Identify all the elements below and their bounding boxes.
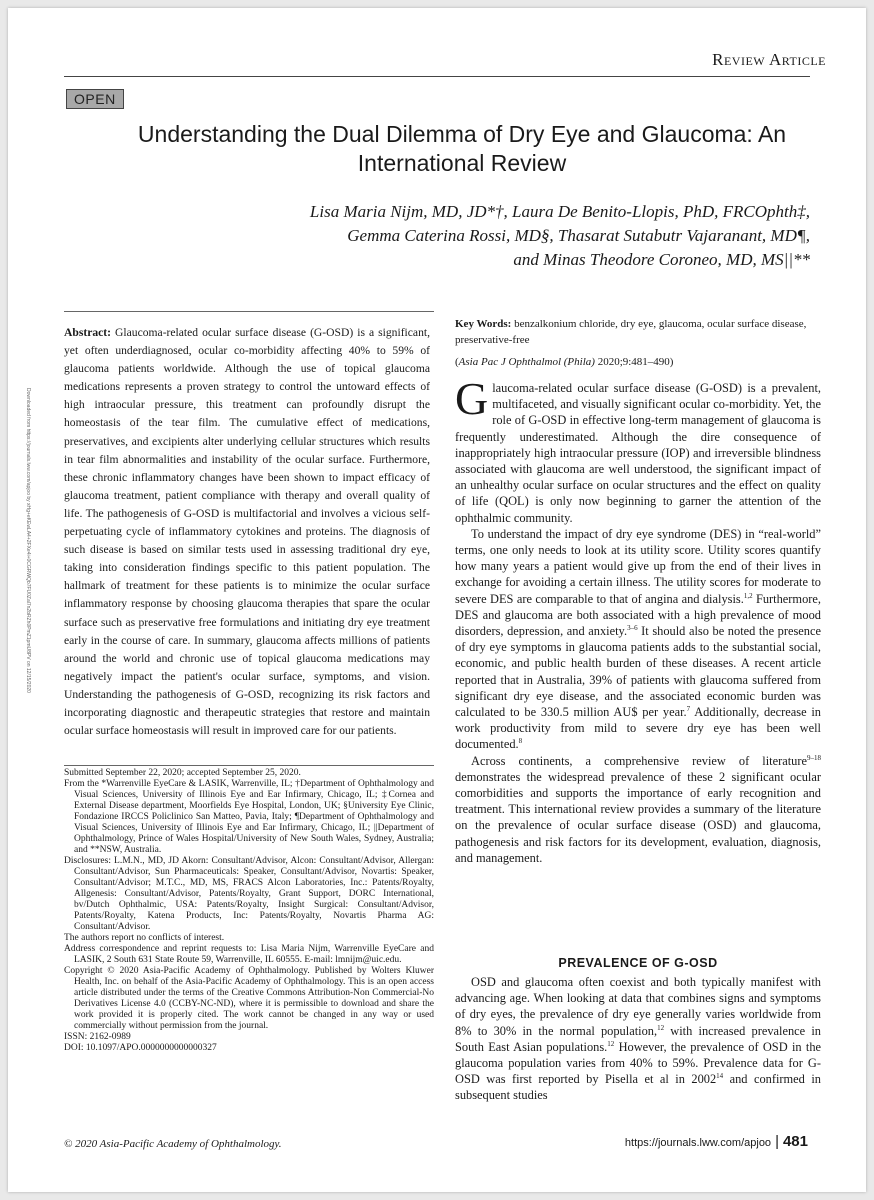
abstract-label: Abstract: <box>64 326 112 339</box>
footer-separator: | <box>775 1133 779 1150</box>
footnotes-rule <box>64 765 434 766</box>
intro-paragraph: Glaucoma-related ocular surface disease (G-OSD) is a prevalent, multifaceted, and visually significant ocular co-morbidity. Yet, the role of G-OSD in effective long-term management of glaucoma is frequently underestimated. Although the dire consequence of inappropriately high intraocular pressure (IOP) and irreversible blindness associated with glaucoma are well understood, the significant impact of an unhealthy ocular surface on ocular structures and the effect on quality of life (QOL) is only now beginning to garner the attention of the ophthalmic community. <box>455 373 821 525</box>
journal-page <box>8 8 866 1192</box>
abstract-rule <box>64 311 434 312</box>
citation: (Asia Pac J Ophthalmol (Phila) 2020;9:481–490) <box>455 356 674 368</box>
footnote-affiliations: From the *Warrenville EyeCare & LASIK, Warrenville, IL; †Department of Ophthalmology and Visual Sciences, University of Illinois Eye and Ear Infirmary, Chicago, IL; ‡Cornea and External Disease department, Moorfields Eye Hospital, London, UK; §University Eye Clinic, Fondazione IRCCS Policlinico San Matteo, Pavia, Italy; ¶Department of Ophthalmology and Visual Sciences, University of Illinois Eye and Ear Infirmary, Chicago, IL; ||Department of Ophthalmology, Prince of Wales Hospital/University of New South Wales, Sydney, Australia; and **NSW, Australia. <box>64 779 434 855</box>
running-header: Review Article <box>712 50 826 69</box>
author-line: Gemma Caterina Rossi, MD§, Thasarat Sutabutr Vajaranant, MD¶, <box>347 226 810 245</box>
abstract <box>64 324 430 740</box>
footnote-doi: DOI: 10.1097/APO.0000000000000327 <box>64 1043 217 1053</box>
footer-copyright: © 2020 Asia-Pacific Academy of Ophthalmology. <box>64 1138 282 1150</box>
footnote-disclosures: Disclosures: L.M.N., MD, JD Akorn: Consultant/Advisor, Alcon: Consultant/Advisor, Allergan: Consultant/Advisor, Sun Pharmaceuticals: Speaker, Consultant/Advisor, Novartis: Speaker, Consultant/Advisor; M.T.C., MD, MS, FRACS Alcon Laboratories, Inc.: Patents/Royalty, Allgenesis: Consultant/Advisor, Patents/Royalty, Grant Support, DORC International, bv/Dutch Ophthalmic, USA: Patents/Royalty, Insight Surgical: Consultant/Advisor, Patents/Royalty, Katena Products, Inc: Patents/Royalty, Novartis Pharma AG: Consultant/Advisor. <box>64 856 434 932</box>
page-number: 481 <box>782 1133 808 1150</box>
section-heading: PREVALENCE OF G-OSD <box>558 956 718 970</box>
download-watermark <box>22 388 31 908</box>
keywords-label: Key Words: <box>455 318 512 330</box>
article-title: Understanding the Dual Dilemma of Dry Eye and Glaucoma: An International Review <box>137 121 787 176</box>
intro-paragraph: Across continents, a comprehensive review of literature$^{9-18}$ demonstrates the widespread prevalence of these 2 significant ocular comorbidities and supports the importance of early recognition and treatment. This international review provides a summary of the literature on the prevalence of ocular surface disease (OSD) and glaucoma, pathogenesis and risk factors for its development, evaluation, diagnosis, and management. <box>455 753 821 865</box>
author-line: Lisa Maria Nijm, MD, JD*†, Laura De Benito-Llopis, PhD, FRCOphth‡, <box>309 202 810 221</box>
download-watermark-text: Downloaded from https://journals.lww.com/apjoo by xHg+eKEwLA4+2FXe4i+0CGRWQb7FU0Zal7n2bRZh0PmZ1pmU8PV on 12/15/2020 <box>25 388 31 693</box>
citation-journal: Asia Pac J Ophthalmol (Phila) <box>458 356 595 368</box>
section-paragraph: OSD and glaucoma often coexist and both typically manifest with advancing age. When looking at data that combines signs and symptoms of dry eyes, the prevalence of dry eye generally varies worldwide from 8% to 30% in the normal population,$^{12}$ with increased prevalence in South East Asian populations.$^{12}$ However, the prevalence of OSD in the glaucoma population varies from 40% to 59%. Prevalence data for G-OSD was first reported by Pisella et al in 2002$^{14}$ and confirmed in subsequent studies <box>455 975 822 1103</box>
footer-right <box>625 1133 808 1150</box>
footnote-copyright: Copyright © 2020 Asia-Pacific Academy of Ophthalmology. Published by Wolters Kluwer Health, Inc. on behalf of the Asia-Pacific Academy of Ophthalmology. This is an open access article distributed under the terms of the Creative Commons Attribution-Non Commercial-No Derivatives License 4.0 (CCBY-NC-ND), where it is permissible to download and share the work provided it is properly cited. The work cannot be changed in any way or used commercially without permission from the journal. <box>64 966 434 1031</box>
open-access-badge: OPEN <box>66 89 124 109</box>
footnote-correspondence: Address correspondence and reprint requests to: Lisa Maria Nijm, Warrenville EyeCare and LASIK, 2 South 631 State Route 59, Warrenville, IL 60555. E-mail: lmnijm@uic.edu. <box>64 944 434 965</box>
abstract-text: Glaucoma-related ocular surface disease (G-OSD) is a significant, yet often underdiagnosed, ocular co-morbidity affecting 40% to 59% of glaucoma patients worldwide. Although the use of topical glaucoma medications represents a proven strategy to control the untoward effects of high intraocular pressure, this treatment can profoundly disrupt the homeostasis of the tear film. The cumulative effect of medications, preservatives, and excipients alter underlying cellular structures which results in tear film abnormalities and instability of the ocular surface. Furthermore, these chronic inflammatory changes have been shown to impact efficacy of glaucoma treatment, patient compliance with therapy and overall quality of life. The pathogenesis of G-OSD is multifactorial and involves a vicious self-perpetuating cycle of inflammatory cytokines and proteins. The diagnosis of such disease is based on similar tests used in assessing traditional dry eye, taking into consideration findings specific to this patient population. The hallmark of treatment for these patients is to minimize the ocular surface inflammatory response by choosing glaucoma therapies that spare the ocular surface such as preservative free formulations and initiating dry eye treatment early in the course of care. In summary, glaucoma affects millions of patients around the world and chronic use of topical glaucoma medications may negatively impact the patient's ocular surface, symptoms, and vision. Understanding the pathogenesis of G-OSD, recognizing its risk factors and incorporating diagnostic and therapeutic strategies that restore and maintain ocular surface homeostasis will result in improved care for our patients. <box>64 326 430 738</box>
journal-url-link[interactable]: https://journals.lww.com/apjoo <box>624 1137 772 1149</box>
introduction <box>455 373 821 866</box>
intro-paragraph: To understand the impact of dry eye syndrome (DES) in “real-world” terms, one only needs to look at its utility score. Utility scores quantify how many years a patient would give up from the end of their lives in exchange for avoiding a certain illness. The utility scores for moderate to severe DES are comparable to that of angina and dialysis.$^{1,2}$ Furthermore, DES and glaucoma are both associated with a high prevalence of mood disorders, depression, and anxiety.$^{3-6}$ It should also be noted the presence of dry eye symptoms in glaucoma patients adds to the substantial social, economic, and public health burden of these diseases. A recent article reported that in Australia, 39% of patients with glaucoma suffered from significant dry eye disease, and the associated economic burden was calculated to be 330.5 million AU$ per year.$^7$ Additionally, decrease in work productivity from mild to severe dry eye has been well documented.$^8$ <box>455 526 821 752</box>
footnotes <box>64 768 434 1054</box>
footnote-submitted: Submitted September 22, 2020; accepted September 25, 2020. <box>64 768 301 778</box>
drop-cap: G <box>455 373 489 424</box>
footnote-issn: ISSN: 2162-0989 <box>64 1032 131 1042</box>
keywords-text: benzalkonium chloride, dry eye, glaucoma, ocular surface disease, preservative-free <box>455 318 807 346</box>
author-list <box>108 200 810 272</box>
keywords <box>455 316 821 348</box>
citation-details: 2020;9:481–490) <box>597 356 674 368</box>
footnote-conflicts: The authors report no conflicts of interest. <box>64 933 225 943</box>
author-line: and Minas Theodore Coroneo, MD, MS||** <box>513 250 810 269</box>
header-rule <box>64 76 810 77</box>
prevalence-section <box>455 974 821 1104</box>
